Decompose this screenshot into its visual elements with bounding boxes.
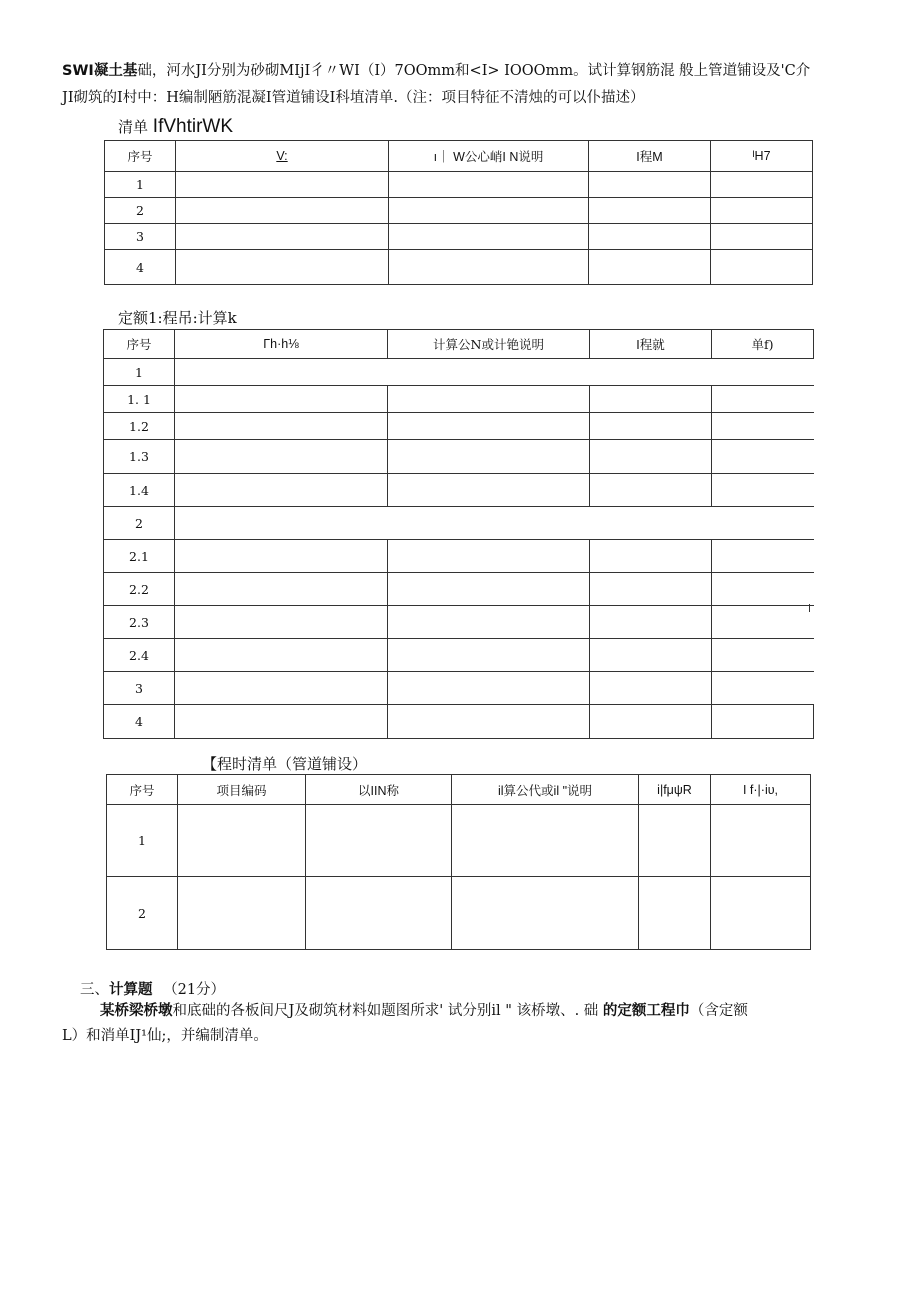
cell-input[interactable]: [712, 540, 814, 573]
question-bold-mid: 的定额工程巾: [602, 1003, 690, 1019]
cell-input[interactable]: [176, 198, 389, 224]
table-row: [105, 250, 813, 285]
cell-input[interactable]: [176, 250, 389, 285]
table-row: [107, 877, 811, 950]
row-index: 2: [105, 198, 176, 224]
row-index: 1.3: [104, 440, 175, 474]
row-index: 1: [105, 172, 176, 198]
cell-input[interactable]: [306, 877, 452, 950]
bill-table: [104, 140, 813, 285]
cell-input[interactable]: [388, 705, 590, 739]
section3-heading: [80, 978, 225, 999]
table-row: [104, 540, 814, 573]
header-name: Γh·h⅛: [175, 330, 388, 359]
cell-input[interactable]: [590, 440, 712, 474]
header-formula: ı｜ W公心峭I N说明: [389, 141, 589, 172]
cell-input[interactable]: [589, 250, 711, 285]
cell-input[interactable]: [712, 413, 814, 440]
table-row: [105, 224, 813, 250]
table2-caption: 定额1:程吊:计算k: [118, 309, 237, 327]
cell-input[interactable]: [711, 250, 813, 285]
row-index: 2.1: [104, 540, 175, 573]
cell-input[interactable]: [589, 198, 711, 224]
row-index: 1: [104, 359, 175, 386]
header-name: 以IIN称: [306, 775, 452, 805]
cell-input[interactable]: [389, 224, 589, 250]
cell-input[interactable]: [711, 198, 813, 224]
section3-title: 计算题: [109, 982, 153, 998]
cell-input[interactable]: [589, 172, 711, 198]
cell-input[interactable]: [590, 672, 712, 705]
section3-number: 三、: [80, 982, 109, 998]
header-unit: ᴵH7: [711, 141, 813, 172]
row-index: 1. 1: [104, 386, 175, 413]
table1-caption: [118, 116, 233, 138]
cell-input[interactable]: [175, 606, 388, 639]
row-index: 1.4: [104, 474, 175, 507]
table-header-row: [104, 330, 814, 359]
cell-input[interactable]: [175, 440, 388, 474]
table1-caption-title: IfVhtirWK: [152, 116, 234, 137]
cell-input[interactable]: [711, 805, 811, 877]
table-row: [104, 606, 814, 639]
row-index: 2: [107, 877, 178, 950]
cell-input[interactable]: [388, 386, 590, 413]
cell-input[interactable]: [712, 705, 814, 739]
table-row: [104, 474, 814, 507]
cell-input[interactable]: [176, 172, 389, 198]
table-header-row: [105, 141, 813, 172]
section3-question-line-1: [100, 998, 748, 1024]
cell-input[interactable]: [306, 805, 452, 877]
cell-input[interactable]: [590, 573, 712, 606]
cell-input[interactable]: [590, 705, 712, 739]
cell-input[interactable]: [175, 359, 814, 386]
header-quantity: I程就: [590, 330, 712, 359]
cell-input[interactable]: [590, 540, 712, 573]
cell-input[interactable]: [639, 877, 711, 950]
header-quantity: I程M: [589, 141, 711, 172]
cell-input[interactable]: [590, 413, 712, 440]
section3-question-line-2: L）和消单IJ¹仙;，并编制清单。: [62, 1028, 268, 1044]
row-index: 2.3: [104, 606, 175, 639]
cell-input[interactable]: [175, 705, 388, 739]
row-index: 1.2: [104, 413, 175, 440]
cell-input[interactable]: [712, 440, 814, 474]
cell-input[interactable]: [590, 386, 712, 413]
cell-input[interactable]: [712, 573, 814, 606]
cell-input[interactable]: [175, 540, 388, 573]
cell-input[interactable]: [711, 172, 813, 198]
row-index: 4: [105, 250, 176, 285]
cell-input[interactable]: [175, 507, 814, 540]
table-row: [104, 413, 814, 440]
cell-input[interactable]: [388, 639, 590, 672]
cell-input[interactable]: [590, 639, 712, 672]
cell-input[interactable]: [711, 224, 813, 250]
header-formula: il算公代或il "说明: [452, 775, 639, 805]
row-index: 2.4: [104, 639, 175, 672]
header-index: 序号: [104, 330, 175, 359]
table-row: [104, 359, 814, 386]
cell-input[interactable]: [712, 474, 814, 507]
intro-line-1: [62, 58, 810, 84]
table-row: [104, 573, 814, 606]
cell-input[interactable]: [175, 413, 388, 440]
cell-input[interactable]: [639, 805, 711, 877]
cell-input[interactable]: [388, 672, 590, 705]
cell-input[interactable]: [389, 172, 589, 198]
cell-input[interactable]: [712, 386, 814, 413]
intro-line-1-text: 础，河水JI分别为砂砌MIjI彳〃WI（I）7OOmm和<I> IOOOmm。试计算钢筋混 般上管道铺设及'C介: [137, 63, 811, 79]
cell-input[interactable]: [388, 440, 590, 474]
row-index: 4: [104, 705, 175, 739]
table-row: [104, 705, 814, 739]
cell-input[interactable]: [712, 606, 814, 639]
table-row: [104, 639, 814, 672]
table-row: [104, 507, 814, 540]
intro-bold-lead: SWI凝土基: [62, 63, 138, 79]
cell-input[interactable]: [178, 877, 306, 950]
quota-table: [103, 329, 814, 739]
cell-input[interactable]: [589, 224, 711, 250]
row-index: 1: [107, 805, 178, 877]
question-text-2: （含定额: [689, 1003, 748, 1019]
cell-input[interactable]: [388, 540, 590, 573]
table3-caption: 【程时清单（管道铺设）: [202, 755, 368, 773]
row-index: 3: [105, 224, 176, 250]
cell-input[interactable]: [389, 250, 589, 285]
table-row: [107, 805, 811, 877]
table1-caption-prefix: 清单: [118, 118, 149, 136]
row-index: 2: [104, 507, 175, 540]
stray-mark: [809, 604, 810, 612]
header-formula: 计算公N或计铯说明: [388, 330, 590, 359]
cell-input[interactable]: [389, 198, 589, 224]
header-index: 序号: [107, 775, 178, 805]
cell-input[interactable]: [176, 224, 389, 250]
intro-line-2: JI砌筑的I村中：H编制陋筋混凝I管道铺设I科埴清单.（注：项目特征不清烛的可以仆描述）: [62, 90, 645, 106]
header-code: 项目编码: [178, 775, 306, 805]
cell-input[interactable]: [388, 474, 590, 507]
table-row: [105, 198, 813, 224]
cell-input[interactable]: [175, 573, 388, 606]
section3-score: （21分）: [163, 982, 226, 998]
header-unit: I f·|·iυ,: [711, 775, 811, 805]
question-bold-lead: 某桥梁桥墩: [100, 1003, 173, 1019]
row-index: 2.2: [104, 573, 175, 606]
cell-input[interactable]: [590, 606, 712, 639]
pipe-bill-table: [106, 774, 811, 950]
cell-input[interactable]: [452, 877, 639, 950]
cell-input[interactable]: [712, 639, 814, 672]
cell-input[interactable]: [590, 474, 712, 507]
header-index: 序号: [105, 141, 176, 172]
cell-input[interactable]: [388, 573, 590, 606]
cell-input[interactable]: [175, 386, 388, 413]
cell-input[interactable]: [175, 672, 388, 705]
table-row: [104, 440, 814, 474]
header-unit: 单f): [712, 330, 814, 359]
cell-input[interactable]: [178, 805, 306, 877]
row-index: 3: [104, 672, 175, 705]
cell-input[interactable]: [388, 413, 590, 440]
table-row: [105, 172, 813, 198]
cell-input[interactable]: [452, 805, 639, 877]
cell-input[interactable]: [175, 639, 388, 672]
cell-input[interactable]: [175, 474, 388, 507]
header-name: V:: [176, 141, 389, 172]
table-row: [104, 672, 814, 705]
table-row: [104, 386, 814, 413]
cell-input[interactable]: [711, 877, 811, 950]
question-text-1: 和底础的各板间尺J及砌筑材料如题图所求' 试分别il " 该桥墩、. 础: [172, 1003, 599, 1019]
cell-input[interactable]: [712, 672, 814, 705]
table-header-row: [107, 775, 811, 805]
cell-input[interactable]: [388, 606, 590, 639]
header-quantity: i|fμψR: [639, 775, 711, 805]
